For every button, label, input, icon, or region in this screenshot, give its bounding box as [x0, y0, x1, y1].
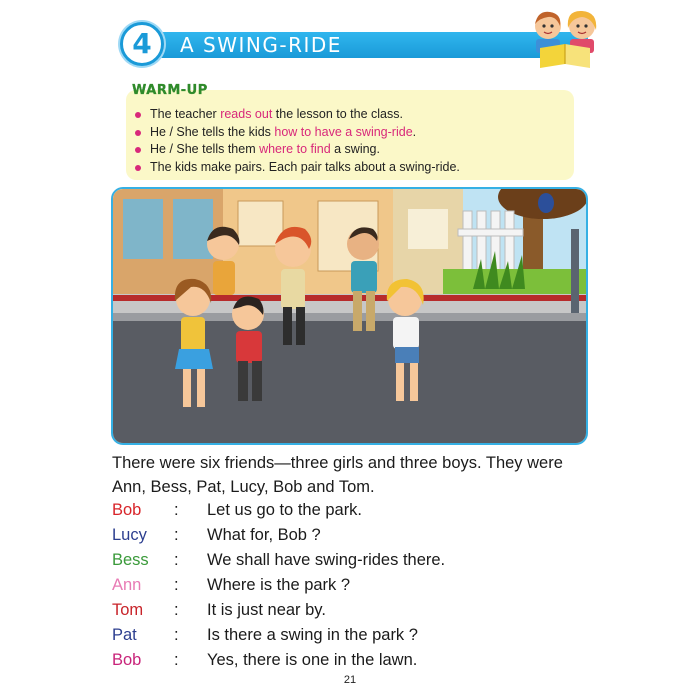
dialogue-colon: :	[174, 601, 179, 619]
dialogue-colon: :	[174, 501, 179, 519]
dialogue-line	[112, 499, 592, 524]
street-scene	[113, 189, 586, 443]
dialogue-colon: :	[174, 526, 179, 544]
dialogue-text: Where is the park ?	[207, 576, 351, 594]
story-section	[112, 451, 592, 674]
dialogue-text: Let us go to the park.	[207, 501, 363, 519]
dialogue-line	[112, 599, 592, 624]
warm-up-section	[126, 80, 576, 182]
warm-up-item: The teacher reads out the lesson to the class.	[134, 106, 460, 124]
bullet-icon	[135, 147, 141, 153]
dialogue-text: What for, Bob ?	[207, 526, 321, 544]
dialogue-colon: :	[174, 651, 179, 669]
warm-up-item: He / She tells the kids how to have a swing-ride.	[134, 124, 460, 142]
speaker-name: Tom	[112, 601, 144, 619]
dialogue-line	[112, 624, 592, 649]
kids-running-illustration	[111, 187, 588, 445]
dialogue-line	[112, 549, 592, 574]
bullet-icon	[135, 112, 141, 118]
lesson-header	[120, 22, 590, 74]
speaker-name: Bob	[112, 651, 142, 669]
dialogue-text: Yes, there is one in the lawn.	[207, 651, 418, 669]
kids-reading-illustration	[526, 6, 606, 72]
dialogue-colon: :	[174, 551, 179, 569]
speaker-name: Bob	[112, 501, 142, 519]
dialogue-colon: :	[174, 576, 179, 594]
dialogue-list	[112, 499, 592, 674]
speaker-name: Ann	[112, 576, 142, 594]
lesson-title: A SWING-RIDE	[180, 33, 342, 57]
warm-up-item: The kids make pairs. Each pair talks about a swing-ride.	[134, 159, 460, 177]
bullet-icon	[135, 130, 141, 136]
dialogue-line	[112, 524, 592, 549]
dialogue-text: Is there a swing in the park ?	[207, 626, 418, 644]
page-number: 21	[343, 674, 357, 686]
speaker-name: Pat	[112, 626, 137, 644]
warm-up-item: He / She tells them where to find a swing.	[134, 141, 460, 159]
speaker-name: Bess	[112, 551, 149, 569]
dialogue-line	[112, 649, 592, 674]
warm-up-list	[134, 106, 460, 176]
dialogue-colon: :	[174, 626, 179, 644]
warm-up-title: WARM-UP	[132, 83, 208, 98]
dialogue-text: We shall have swing-rides there.	[207, 551, 446, 569]
dialogue-text: It is just near by.	[207, 601, 326, 619]
story-intro: There were six friends—three girls and three boys. They were Ann, Bess, Pat, Lucy, Bob and Tom.	[112, 454, 563, 496]
dialogue-line	[112, 574, 592, 599]
bullet-icon	[135, 165, 141, 171]
speaker-name: Lucy	[112, 526, 147, 544]
lesson-number-badge: 4	[120, 22, 164, 66]
